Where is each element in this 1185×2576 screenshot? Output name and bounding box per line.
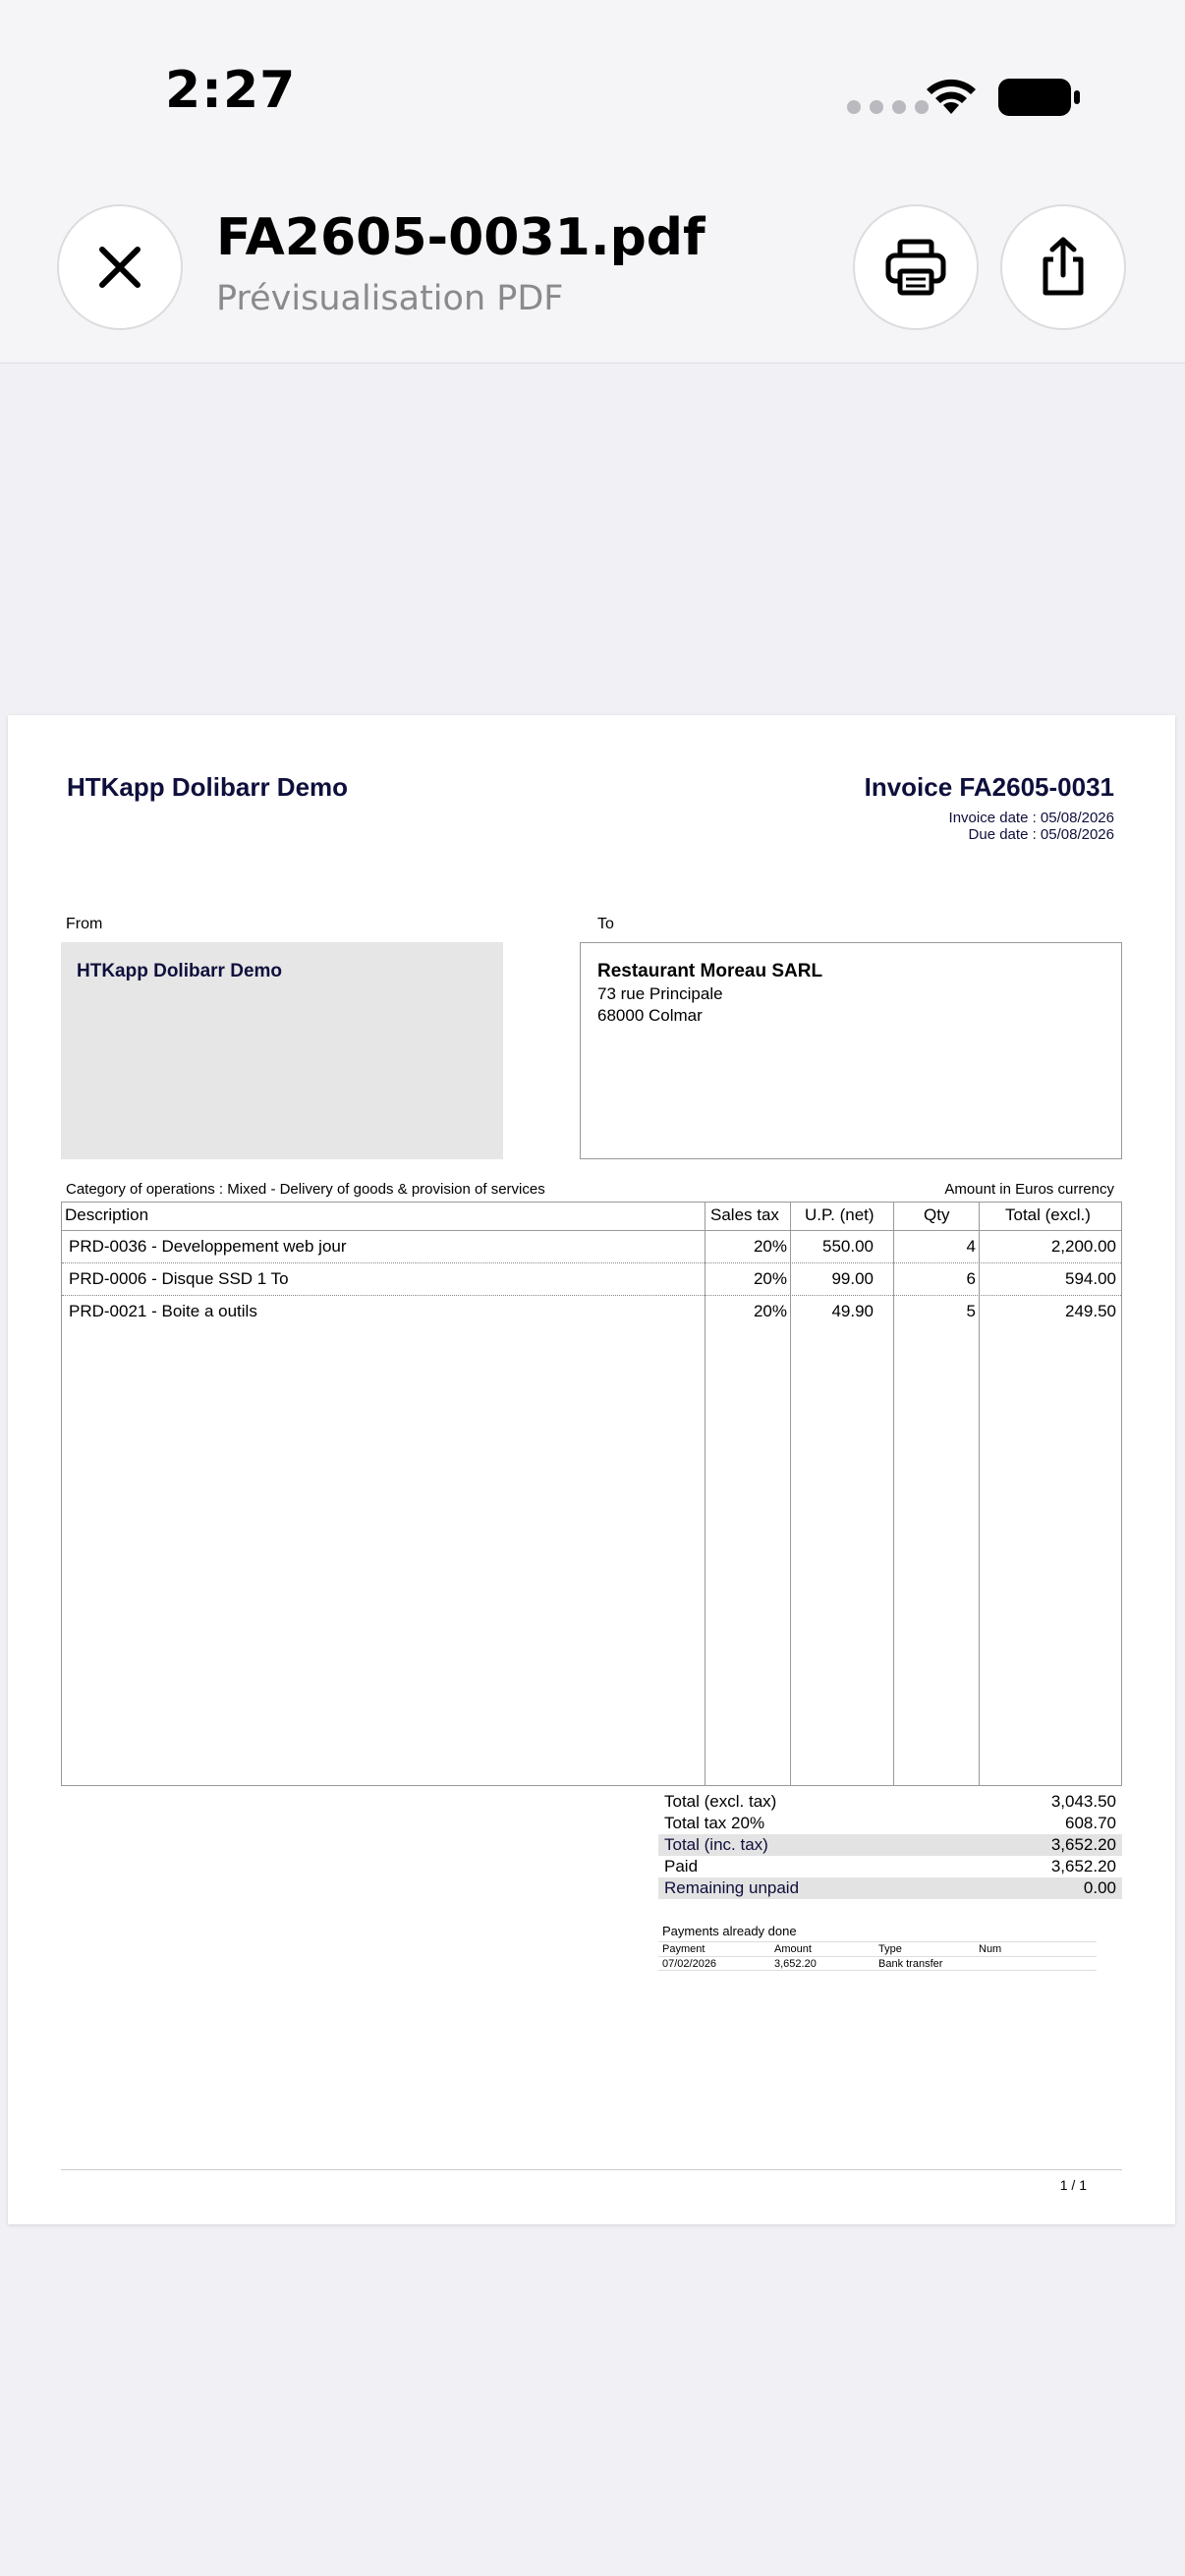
paid-row <box>658 1856 1122 1877</box>
total-tax-row <box>658 1813 1122 1834</box>
payment-row <box>658 1956 1097 1971</box>
line-tax: 20% <box>753 1237 787 1256</box>
operations-category: Category of operations : Mixed - Delivery of goods & provision of services <box>66 1181 545 1198</box>
total-label: Total (excl. tax) <box>664 1792 777 1811</box>
column-header-tax: Sales tax <box>710 1205 779 1224</box>
payments-header-row <box>658 1941 1097 1956</box>
currency-note: Amount in Euros currency <box>944 1181 1114 1198</box>
payments-table <box>658 1941 1097 1971</box>
line-tax: 20% <box>753 1269 787 1288</box>
wifi-icon <box>922 75 981 118</box>
total-value: 608.70 <box>1065 1814 1116 1832</box>
close-icon <box>96 244 143 291</box>
due-date: Due date : 05/08/2026 <box>968 826 1114 843</box>
sender-name: HTKapp Dolibarr Demo <box>77 961 283 981</box>
line-description: PRD-0006 - Disque SSD 1 To <box>69 1269 289 1288</box>
invoice-title: Invoice FA2605-0031 <box>864 772 1114 802</box>
file-title: FA2605-0031.pdf <box>216 208 705 267</box>
total-label: Paid <box>664 1857 699 1876</box>
table-row <box>62 1263 1121 1296</box>
column-header-qty: Qty <box>924 1205 950 1224</box>
payments-column-header: Type <box>878 1943 902 1955</box>
line-qty: 5 <box>966 1302 976 1320</box>
battery-icon <box>998 77 1081 118</box>
total-value: 3,652.20 <box>1050 1835 1116 1854</box>
line-unit-price: 99.00 <box>831 1269 874 1288</box>
payments-column-header: Num <box>979 1943 1002 1955</box>
line-total: 249.50 <box>1065 1302 1116 1320</box>
close-button[interactable] <box>57 204 183 330</box>
invoice-date: Invoice date : 05/08/2026 <box>948 810 1114 826</box>
recipient-address-city: 68000 Colmar <box>597 1006 703 1025</box>
table-row <box>62 1296 1121 1328</box>
footer-divider <box>61 2169 1122 2170</box>
line-qty: 6 <box>966 1269 976 1288</box>
line-description: PRD-0021 - Boite a outils <box>69 1302 257 1320</box>
line-unit-price: 550.00 <box>822 1237 874 1256</box>
line-description: PRD-0036 - Developpement web jour <box>69 1237 347 1256</box>
cellular-signal-icon <box>847 100 929 114</box>
payment-type: Bank transfer <box>878 1958 943 1970</box>
payments-column-header: Amount <box>774 1943 812 1955</box>
payments-column-header: Payment <box>662 1943 705 1955</box>
pdf-page[interactable] <box>8 715 1175 2224</box>
table-row <box>62 1231 1121 1263</box>
total-value: 3,652.20 <box>1050 1857 1116 1876</box>
line-total: 594.00 <box>1065 1269 1116 1288</box>
line-qty: 4 <box>966 1237 976 1256</box>
total-label: Total (inc. tax) <box>664 1835 768 1854</box>
file-subtitle: Prévisualisation PDF <box>216 279 564 318</box>
line-total: 2,200.00 <box>1050 1237 1116 1256</box>
total-excl-tax-row <box>658 1791 1122 1813</box>
from-label: From <box>66 916 103 932</box>
line-tax: 20% <box>753 1302 787 1320</box>
total-label: Total tax 20% <box>664 1814 765 1832</box>
column-header-description: Description <box>65 1205 149 1224</box>
payments-title: Payments already done <box>662 1924 797 1938</box>
payment-amount: 3,652.20 <box>774 1958 817 1970</box>
payment-date: 07/02/2026 <box>662 1958 717 1970</box>
total-inc-tax-row <box>658 1834 1122 1856</box>
total-value: 0.00 <box>1083 1878 1116 1897</box>
line-unit-price: 49.90 <box>831 1302 874 1320</box>
recipient-address-street: 73 rue Principale <box>597 984 723 1003</box>
company-name: HTKapp Dolibarr Demo <box>67 772 349 802</box>
invoice-lines-table <box>61 1202 1122 1786</box>
column-header-total: Total (excl.) <box>1005 1205 1091 1224</box>
column-header-unit-price: U.P. (net) <box>805 1205 875 1224</box>
print-button[interactable] <box>853 204 979 330</box>
top-bar <box>0 0 1185 364</box>
page-number: 1 / 1 <box>1059 2177 1087 2193</box>
status-time: 2:27 <box>165 61 297 120</box>
recipient-name: Restaurant Moreau SARL <box>597 961 823 981</box>
share-icon <box>1036 236 1091 299</box>
to-label: To <box>597 916 614 932</box>
printer-icon <box>884 238 947 297</box>
total-value: 3,043.50 <box>1050 1792 1116 1811</box>
remaining-unpaid-row <box>658 1877 1122 1899</box>
share-button[interactable] <box>1000 204 1126 330</box>
total-label: Remaining unpaid <box>664 1878 800 1897</box>
